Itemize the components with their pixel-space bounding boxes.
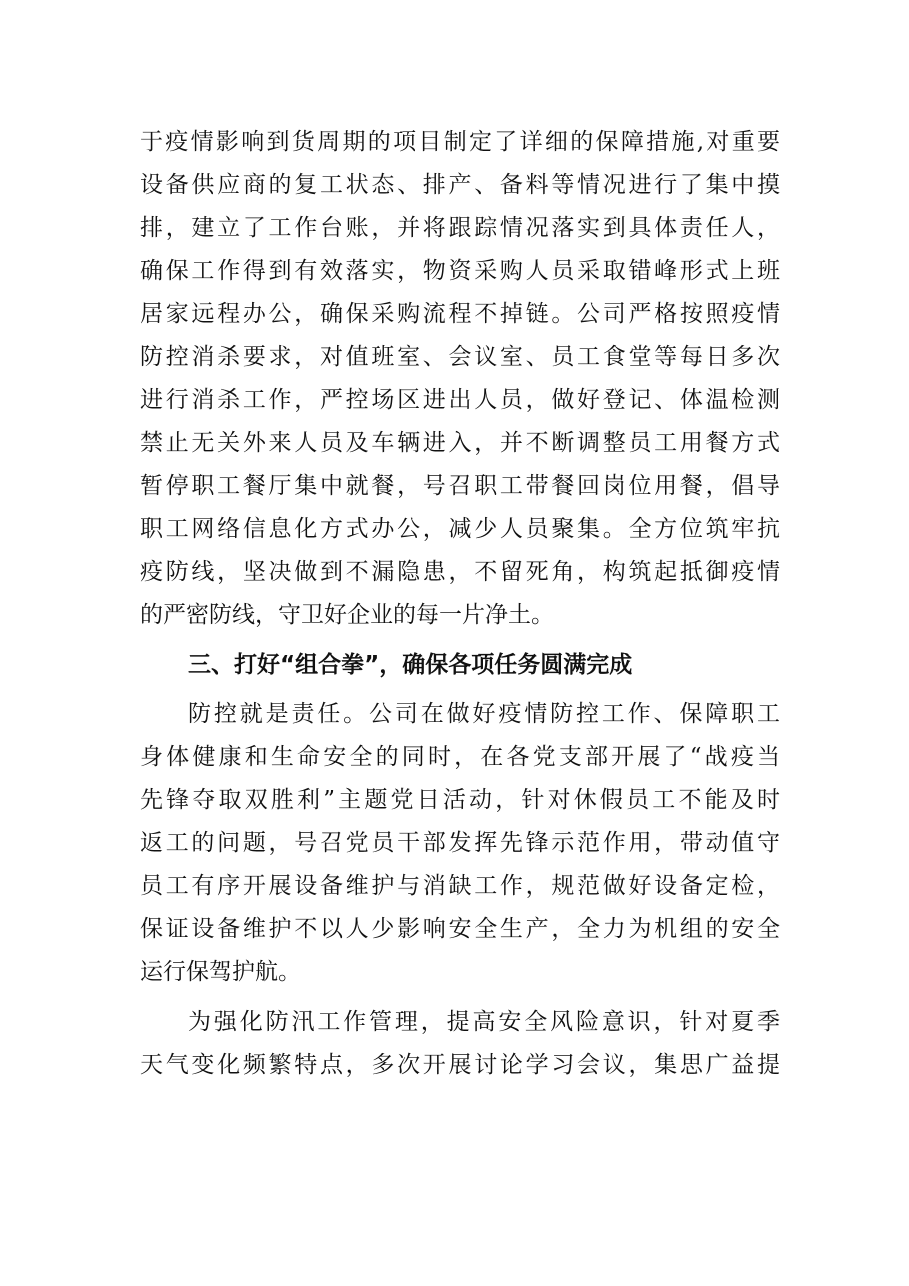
paragraph-line: 居家远程办公，确保采购流程不掉链。公司严格按照疫情 <box>140 301 780 327</box>
paragraph-line: 设备供应商的复工状态、排产、备料等情况进行了集中摸 <box>140 172 780 198</box>
paragraph-line: 身体健康和生命安全的同时，在各党支部开展了“战疫当 <box>140 744 780 770</box>
paragraph-line: 疫防线，坚决做到不漏隐患，不留死角，构筑起抵御疫情 <box>140 559 780 585</box>
paragraph-line: 为强化防汛工作管理，提高安全风险意识，针对夏季 <box>188 1009 780 1035</box>
section-heading: 三、打好“组合拳”，确保各项任务圆满完成 <box>188 652 633 678</box>
paragraph-line: 禁止无关外来人员及车辆进入，并不断调整员工用餐方式 <box>140 430 780 456</box>
paragraph-line: 进行消杀工作，严控场区进出人员，做好登记、体温检测 <box>140 387 780 413</box>
paragraph-line: 先锋夺取双胜利”主题党日活动，针对休假员工不能及时 <box>140 787 780 813</box>
paragraph-line: 天气变化频繁特点，多次开展讨论学习会议，集思广益提 <box>140 1052 780 1078</box>
paragraph-line: 防控消杀要求，对值班室、会议室、员工食堂等每日多次 <box>140 344 780 370</box>
paragraph-line: 的严密防线，守卫好企业的每一片净土。 <box>140 602 554 628</box>
paragraph-line: 于疫情影响到货周期的项目制定了详细的保障措施,对重要 <box>140 129 780 155</box>
paragraph-line: 防控就是责任。公司在做好疫情防控工作、保障职工 <box>188 701 780 727</box>
paragraph-line: 确保工作得到有效落实，物资采购人员采取错峰形式上班 <box>140 258 780 284</box>
paragraph-line: 暂停职工餐厅集中就餐，号召职工带餐回岗位用餐，倡导 <box>140 473 780 499</box>
paragraph-line: 员工有序开展设备维护与消缺工作，规范做好设备定检， <box>140 873 780 899</box>
paragraph-line: 职工网络信息化方式办公，减少人员聚集。全方位筑牢抗 <box>140 516 780 542</box>
paragraph-line: 返工的问题，号召党员干部发挥先锋示范作用，带动值守 <box>140 830 780 856</box>
paragraph-line: 保证设备维护不以人少影响安全生产，全力为机组的安全 <box>140 916 780 942</box>
paragraph-line: 排，建立了工作台账，并将跟踪情况落实到具体责任人， <box>140 215 780 241</box>
paragraph-line: 运行保驾护航。 <box>140 959 301 985</box>
